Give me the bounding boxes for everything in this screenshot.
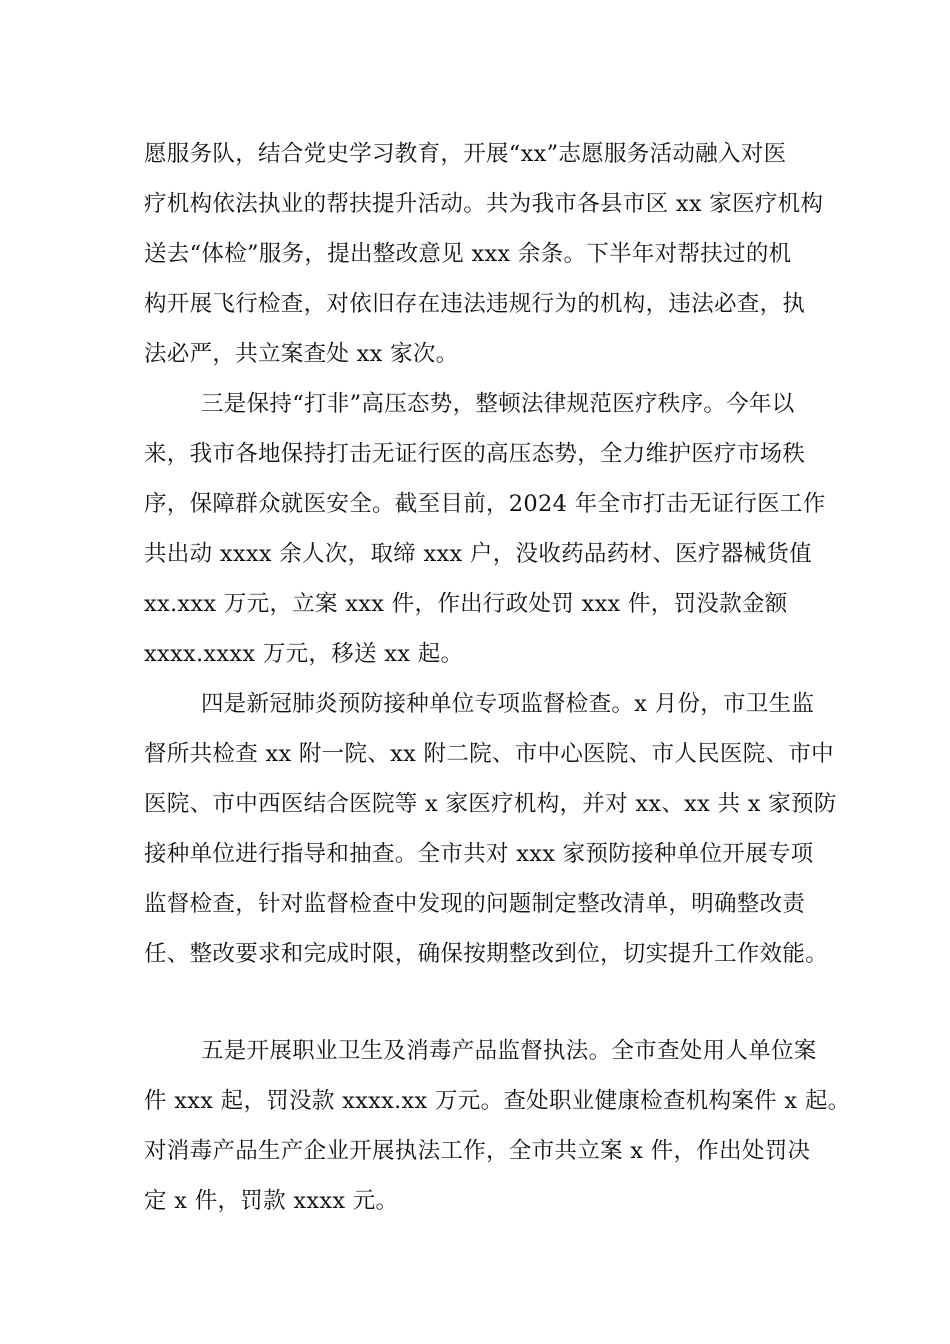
text-line: 送去“体检”服务，提出整改意见 xxx 余条。下半年对帮扶过的机 bbox=[144, 241, 792, 267]
text-line: 监督检查，针对监督检查中发现的问题制定整改清单，明确整改责 bbox=[144, 891, 806, 917]
text-line: 四是新冠肺炎预防接种单位专项监督检查。x 月份，市卫生监 bbox=[201, 691, 815, 717]
text-line: xx.xxx 万元，立案 xxx 件，作出行政处罚 xxx 件，罚没款金额 bbox=[144, 591, 788, 617]
text-line: 愿服务队，结合党史学习教育，开展“xx”志愿服务活动融入对医 bbox=[144, 141, 787, 167]
text-line: 接种单位进行指导和抽查。全市共对 xxx 家预防接种单位开展专项 bbox=[144, 841, 814, 867]
text-line: 序，保障群众就医安全。截至目前，2024 年全市打击无证行医工作 bbox=[144, 491, 826, 517]
text-line: 定 x 件，罚款 xxxx 元。 bbox=[144, 1188, 399, 1214]
text-line: 五是开展职业卫生及消毒产品监督执法。全市查处用人单位案 bbox=[201, 1038, 817, 1064]
text-line: 共出动 xxxx 余人次，取缔 xxx 户，没收药品药材、医疗器械货值 bbox=[144, 541, 812, 567]
text-line: 来，我市各地保持打击无证行医的高压态势，全力维护医疗市场秩 bbox=[144, 441, 806, 467]
text-line: 疗机构依法执业的帮扶提升活动。共为我市各县市区 xx 家医疗机构 bbox=[144, 191, 824, 217]
text-line: 任、整改要求和完成时限，确保按期整改到位，切实提升工作效能。 bbox=[144, 941, 829, 967]
text-line: 对消毒产品生产企业开展执法工作，全市共立案 x 件，作出处罚决 bbox=[144, 1138, 811, 1164]
text-line: 构开展飞行检查，对依旧存在违法违规行为的机构，违法必查，执 bbox=[144, 291, 806, 317]
text-line: 医院、市中西医结合医院等 x 家医疗机构，并对 xx、xx 共 x 家预防 bbox=[144, 791, 837, 817]
text-line: 督所共检查 xx 附一院、xx 附二院、市中心医院、市人民医院、市中 bbox=[144, 741, 834, 767]
text-line: 件 xxx 起，罚没款 xxxx.xx 万元。查处职业健康检查机构案件 x 起。 bbox=[144, 1088, 851, 1114]
text-line: 法必严，共立案查处 xx 家次。 bbox=[144, 341, 459, 367]
text-line: xxxx.xxxx 万元，移送 xx 起。 bbox=[144, 641, 464, 667]
text-line: 三是保持“打非”高压态势，整顿法律规范医疗秩序。今年以 bbox=[201, 391, 795, 417]
